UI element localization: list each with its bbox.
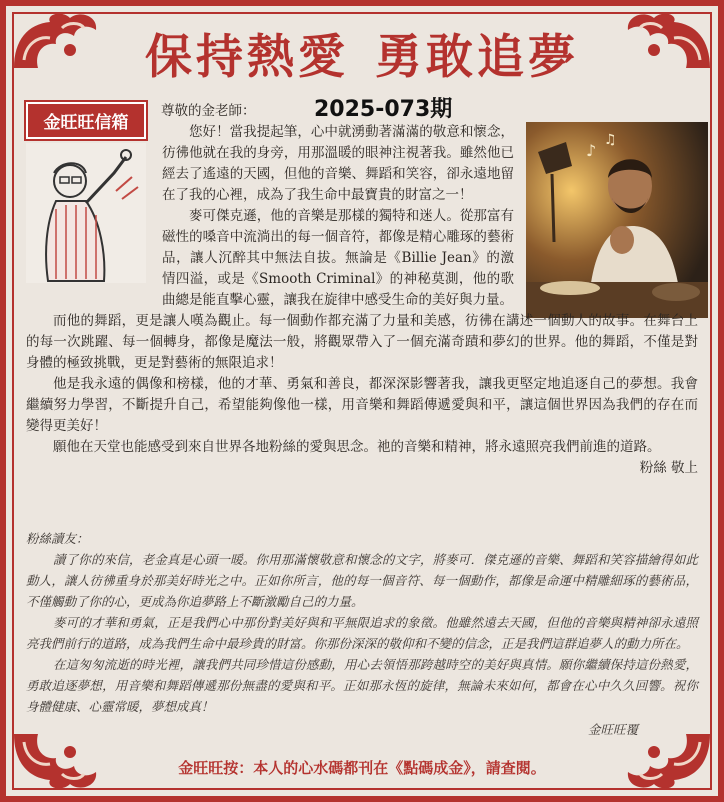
reply-greeting: 粉絲讀友： xyxy=(26,531,89,546)
page-title xyxy=(6,20,718,87)
letter-paragraph: 麥可傑克遜，他的音樂是那樣的獨特和迷人。從那富有磁性的嗓音中流淌出的每一個音符，都像是精心雕琢的藝術品，讓人沉醉其中無法自拔。無論是《Billie Jean》的激情四溢，或是《Smooth Criminal》的神秘莫測，他的歌曲總是能直擊心靈，讓我在旋律中感受生命的美好與力量。 xyxy=(162,208,514,308)
reader-letter xyxy=(26,101,698,479)
letter-paragraph: 他是我永遠的偶像和榜樣，他的才華、勇氣和善良，都深深影響著我，讓我更堅定地追逐自己的夢想。我會繼續努力學習，不斷提升自己，希望能夠像他一樣，用音樂和舞蹈傳遞愛與和平，讓這個世界因為我們的存在而變得更美好！ xyxy=(26,376,698,434)
column-name-badge: 金旺旺信箱 xyxy=(26,102,146,139)
title-part-1: 保持熱愛 xyxy=(145,30,349,85)
issue-number: 2025-073期 xyxy=(314,97,453,122)
letter-paragraph: 您好！當我提起筆，心中就湧動著滿滿的敬意和懷念，彷彿他就在我的身旁，用那溫暖的眼神注視著我。雖然他已經去了遙遠的天國，但他的音樂、舞蹈和笑容，卻永遠地留在了我的心裡，成為了我生命中最寶貴的財富之一！ xyxy=(162,124,514,203)
letter-salutation: 尊敬的金老師： xyxy=(161,103,256,119)
letter-paragraph: 而他的舞蹈，更是讓人嘆為觀止。每一個動作都充滿了力量和美感，彷彿在講述一個動人的故事。在舞台上的每一次跳躍、每一個轉身，都像是魔法一般，將觀眾帶入了一個充滿奇蹟和夢幻的世界。他的舞蹈，不僅是對身體的極致挑戰，更是對藝術的無限追求！ xyxy=(26,313,698,371)
reply-paragraph: 讀了你的來信，老金真是心頭一暖。你用那滿懷敬意和懷念的文字，將麥可．傑克遜的音樂、舞蹈和笑容描繪得如此動人，讓人彷彿重身於那美好時光之中。正如你所言，他的每一個音符、每一個動作，都像是命運中精雕細琢的藝術品，不僅觸動了你的心，更成為你追夢路上不斷激勵自己的力量。 xyxy=(26,552,698,609)
letter-signature: 粉絲 敬上 xyxy=(639,460,698,476)
svg-text:♫: ♫ xyxy=(604,132,617,148)
editor-reply xyxy=(26,528,698,740)
title-part-2: 勇敢追夢 xyxy=(375,30,579,85)
footer-note: 金旺旺按：本人的心水碼都刊在《點碼成金》，請查閱。 xyxy=(178,759,546,777)
reply-paragraph: 麥可的才華和勇氣，正是我們心中那份對美好與和平無限追求的象徵。他雖然遠去天國，但他的音樂與精神卻永遠照亮我們前行的道路，成為我們生命中最珍貴的財富。你那份深深的敬仰和不變的信念，正是我們這群追夢人的動力所在。 xyxy=(26,615,698,651)
reply-paragraph: 在這匆匆流逝的時光裡，讓我們共同珍惜這份感動，用心去領悟那跨越時空的美好與真情。願你繼續保持這份熱愛，勇敢追逐夢想，用音樂和舞蹈傳遞那份無盡的愛與和平。正如那永恆的旋律，無論未來如何，都會在心中久久回響。祝你身體健康、心靈常暖，夢想成真！ xyxy=(26,657,698,714)
svg-text:♪: ♪ xyxy=(586,141,597,160)
reply-signature: 金旺旺覆 xyxy=(587,722,638,737)
letter-paragraph: 願他在天堂也能感受到來自世界各地粉絲的愛與思念。祂的音樂和精神，將永遠照亮我們前進的道路。 xyxy=(53,439,661,455)
